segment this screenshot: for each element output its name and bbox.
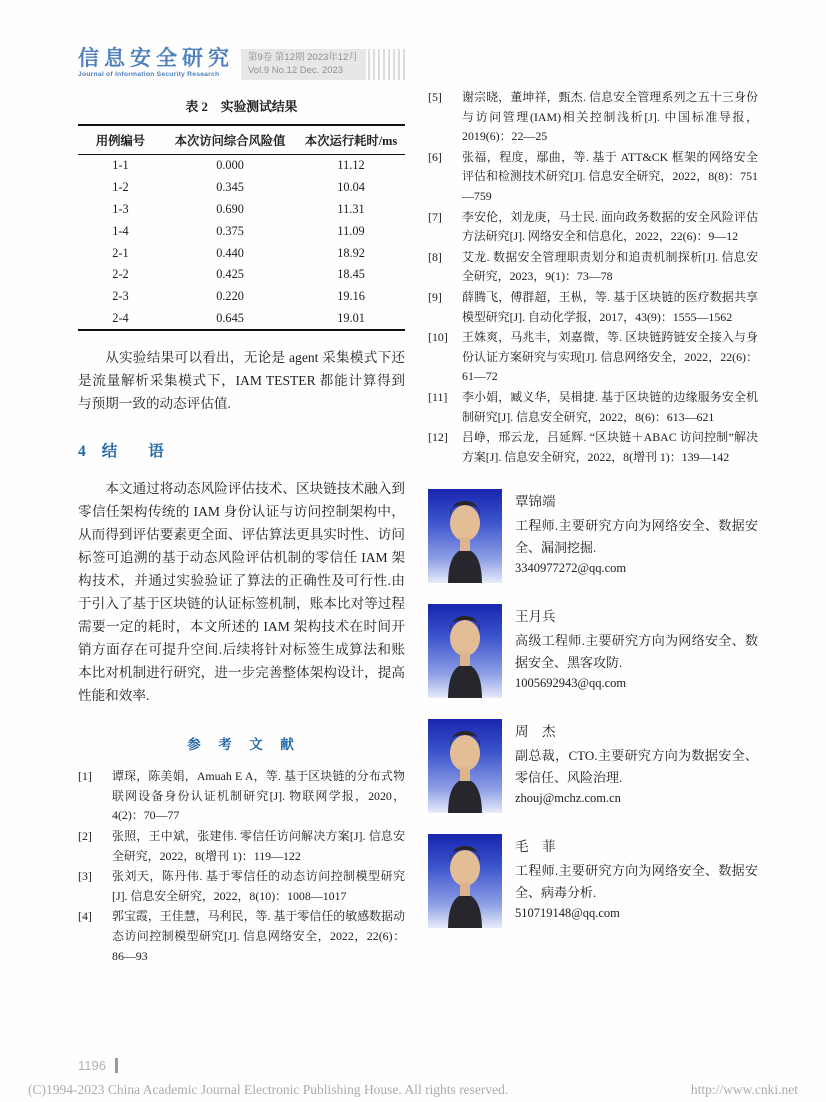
- reference-number: [10]: [428, 330, 448, 345]
- cell-runtime: 19.01: [337, 310, 365, 325]
- reference-number: [1]: [78, 769, 92, 784]
- references-heading: 参 考 文 献: [187, 737, 296, 753]
- copyright-line: [28, 1082, 798, 1098]
- author-name: 王月兵: [515, 609, 556, 625]
- author-name: 覃锦端: [515, 494, 556, 510]
- author-bio-block: [428, 604, 758, 698]
- person-silhouette-icon: [428, 834, 502, 928]
- reference-text: 李安伦，刘龙庚，马士民. 面向政务数据的安全风险评估方法研究[J]. 网络安全和信息化，2022，22(6)：9—12: [462, 209, 758, 244]
- reference-item: [78, 867, 405, 906]
- reference-text: 薛腾飞，傅群超，王枞，等. 基于区块链的医疗数据共享模型研究[J]. 自动化学报，2017，43(9)：1555—1562: [462, 289, 758, 324]
- page-number: [78, 1058, 118, 1073]
- reference-item: [428, 428, 758, 467]
- journal-logo: [78, 48, 234, 78]
- reference-text: 张福，程度，鄢曲，等. 基于 ATT&CK 框架的网络安全评估和检测技术研究[J]. 信息安全研究，2022，8(8)：751—759: [462, 149, 758, 203]
- reference-number: [5]: [428, 90, 442, 104]
- author-bio-block: [428, 719, 758, 813]
- cell-risk-value: 0.375: [216, 223, 244, 238]
- table-row: [78, 307, 405, 330]
- cell-case-id: 1-3: [112, 201, 129, 216]
- reference-item: [428, 248, 758, 287]
- author-bio-text: 副总裁，CTO.主要研究方向为数据安全、零信任、风险治理.: [515, 748, 758, 786]
- cell-case-id: 1-1: [112, 158, 129, 173]
- reference-text: 张刘天，陈丹伟. 基于零信任的动态访问控制模型研究[J]. 信息安全研究，2022，8(10)：1008—1017: [112, 869, 405, 903]
- barcode-decoration: [368, 49, 406, 80]
- table-row: [78, 155, 405, 177]
- table-row: [78, 242, 405, 264]
- issue-info: [241, 49, 366, 80]
- reference-item: [428, 88, 758, 147]
- cell-case-id: 1-4: [112, 223, 129, 238]
- cell-risk-value: 0.440: [216, 245, 244, 260]
- reference-text: 谢宗晓，董坤祥，甄杰. 信息安全管理系列之五十三身份与访问管理(IAM)相关控制浅析[J]. 中国标准导报，2019(6)：22—25: [462, 90, 758, 144]
- results-table: [78, 124, 405, 331]
- reference-item: [428, 288, 758, 327]
- cell-runtime: 11.09: [337, 223, 365, 238]
- table-row: [78, 177, 405, 199]
- table-row: [78, 199, 405, 221]
- cell-risk-value: 0.220: [216, 289, 244, 304]
- author-info: [515, 489, 758, 583]
- left-column: [78, 96, 405, 967]
- copyright-text: (C)1994-2023 China Academic Journal Electronic Publishing House. All rights reserved.: [28, 1082, 509, 1097]
- issue-line-cn: 第9卷 第12期 2023年12月: [248, 52, 358, 63]
- cell-risk-value: 0.000: [216, 158, 244, 173]
- cell-case-id: 2-3: [112, 289, 129, 304]
- author-bio-block: [428, 489, 758, 583]
- author-photo: [428, 719, 502, 813]
- cell-case-id: 2-2: [112, 267, 129, 282]
- cell-case-id: 2-1: [112, 245, 129, 260]
- cell-case-id: 2-4: [112, 310, 129, 325]
- cell-runtime: 19.16: [337, 289, 365, 304]
- reference-text: 王姝爽，马兆丰，刘嘉微，等. 区块链跨链安全接入与身份认证方案研究与实现[J]. 信息网络安全，2022，22(6)：61—72: [462, 330, 758, 384]
- author-photo: [428, 834, 502, 928]
- cell-runtime: 11.31: [337, 201, 365, 216]
- reference-item: [428, 208, 758, 247]
- table-header-row: [78, 125, 405, 155]
- reference-text: 李小娟，臧义华，吴楫捷. 基于区块链的边缘服务安全机制研究[J]. 信息安全研究，2022，8(6)：613—621: [462, 389, 758, 424]
- author-bios: [428, 489, 758, 928]
- page-number-text: 1196: [78, 1058, 106, 1073]
- page-number-bar: [115, 1058, 118, 1073]
- author-bio-text: 工程师.主要研究方向为网络安全、数据安全、病毒分析.: [515, 863, 758, 901]
- right-column: [428, 88, 758, 949]
- cell-runtime: 18.92: [337, 245, 365, 260]
- journal-header: [78, 48, 498, 80]
- table-row: [78, 286, 405, 308]
- cell-risk-value: 0.690: [216, 201, 244, 216]
- author-email: 1005692943@qq.com: [515, 676, 627, 691]
- reference-text: 郭宝霞，王佳慧，马利民，等. 基于零信任的敏感数据动态访问控制模型研究[J]. 信息网络安全，2022，22(6)：86—93: [112, 909, 405, 963]
- cell-risk-value: 0.425: [216, 267, 244, 282]
- cnki-url: http://www.cnki.net: [690, 1082, 798, 1097]
- cell-runtime: 18.45: [337, 267, 365, 282]
- author-info: [515, 719, 758, 813]
- cell-runtime: 10.04: [337, 180, 365, 195]
- table-row: [78, 264, 405, 286]
- author-bio-text: 工程师.主要研究方向为网络安全、数据安全、漏洞挖掘.: [515, 518, 758, 556]
- cell-risk-value: 0.345: [216, 180, 244, 195]
- reference-number: [9]: [428, 289, 442, 304]
- journal-subtitle: Journal of Information Security Research: [78, 71, 220, 78]
- author-bio-text: 高级工程师.主要研究方向为网络安全、数据安全、黑客攻防.: [515, 633, 758, 671]
- issue-line-en: Vol.9 No.12 Dec. 2023: [248, 64, 344, 76]
- reference-number: [8]: [428, 249, 442, 264]
- references-list-right: [428, 88, 758, 467]
- author-photo: [428, 604, 502, 698]
- reference-number: [6]: [428, 149, 442, 164]
- results-paragraph: 从实验结果可以看出，无论是 agent 采集模式下还是流量解析采集模式下，IAM TESTER 都能计算得到与预期一致的动态评估值.: [78, 350, 405, 412]
- conclusion-paragraph: 本文通过将动态风险评估技术、区块链技术融入到零信任架构传统的 IAM 身份认证与访问控制架构中，从而得到评估要素更全面、评估算法更具实时性、访问标签可追溯的基于动态风险评估机制的零信任 IAM 架构技术，并通过实验验证了算法的正确性及可行性.由于引入了基于区块链的认证标签机制，账本比对等过程需要一定的耗时，本文所述的 IAM 架构技术在时间开销方面存在可提升空间.后续将针对标签生成算法和账本比对机制进行研究，进一步完善整体架构设计，提高性能和效率.: [78, 481, 405, 704]
- cell-case-id: 1-2: [112, 180, 129, 195]
- table-header-runtime: 本次运行耗时/ms: [297, 125, 405, 155]
- reference-text: 谭琛，陈美娟，Amuah E A，等. 基于区块链的分布式物联网设备身份认证机制研究[J]. 物联网学报，2020，4(2)：70—77: [112, 769, 405, 823]
- author-bio-block: [428, 834, 758, 928]
- reference-item: [428, 148, 758, 207]
- reference-item: [78, 767, 405, 826]
- person-silhouette-icon: [428, 604, 502, 698]
- table-header-risk-value: 本次访问综合风险值: [163, 125, 297, 155]
- reference-text: 吕峥，邢云龙，吕延辉. “区块链＋ABAC 访问控制”解决方案[J]. 信息安全研究，2022，8(增刊 1)：139—142: [462, 430, 758, 464]
- reference-number: [12]: [428, 430, 448, 445]
- author-email: 510719148@qq.com: [515, 906, 620, 921]
- cell-runtime: 11.12: [337, 158, 365, 173]
- author-name: 毛 菲: [515, 839, 556, 855]
- table-header-case-id: 用例编号: [78, 125, 163, 155]
- author-photo: [428, 489, 502, 583]
- table-caption: 表 2 实验测试结果: [185, 100, 298, 114]
- reference-item: [428, 328, 758, 387]
- reference-text: 张照，王中斌，张建伟. 零信任访问解决方案[J]. 信息安全研究，2022，8(增刊 1)：119—122: [112, 829, 405, 863]
- person-silhouette-icon: [428, 719, 502, 813]
- section-title: 结 语: [101, 443, 164, 461]
- journal-title: 信息安全研究: [78, 47, 234, 70]
- reference-number: [11]: [428, 389, 448, 404]
- reference-number: [4]: [78, 909, 92, 924]
- author-email: 3340977272@qq.com: [515, 561, 627, 576]
- table-row: [78, 220, 405, 242]
- section-heading-conclusion: [78, 439, 405, 461]
- reference-number: [2]: [78, 829, 92, 844]
- author-info: [515, 834, 758, 928]
- author-name: 周 杰: [515, 724, 556, 740]
- reference-item: [78, 907, 405, 966]
- reference-item: [78, 827, 405, 866]
- reference-text: 艾龙. 数据安全管理职责划分和追责机制探析[J]. 信息安全研究，2023，9(1)：73—78: [462, 249, 758, 284]
- author-info: [515, 604, 758, 698]
- person-silhouette-icon: [428, 489, 502, 583]
- author-email: zhouj@mchz.com.cn: [515, 791, 621, 806]
- reference-item: [428, 388, 758, 427]
- references-list-left: [78, 767, 405, 966]
- reference-number: [3]: [78, 869, 92, 884]
- section-number: 4: [78, 443, 86, 461]
- cell-risk-value: 0.645: [216, 310, 244, 325]
- reference-number: [7]: [428, 209, 442, 224]
